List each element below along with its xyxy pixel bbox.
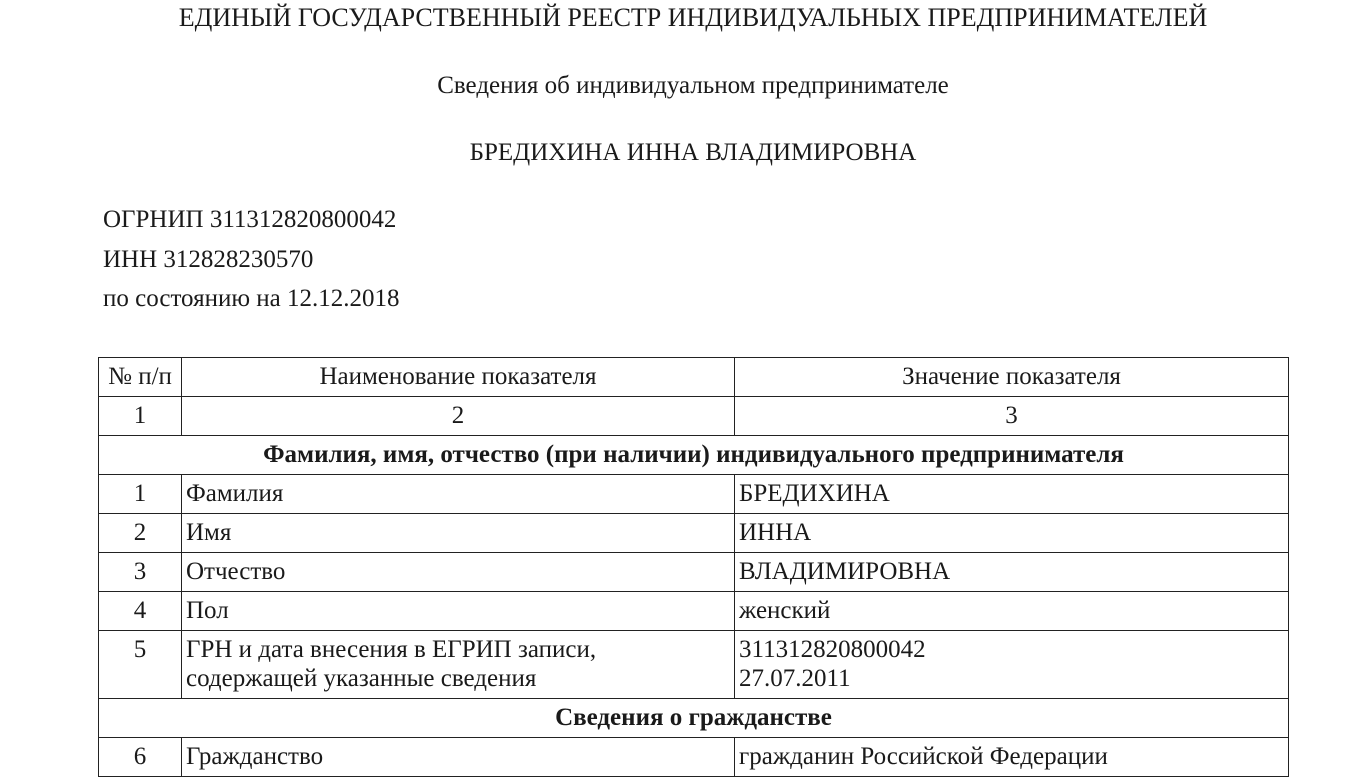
section-title-fio: Фамилия, имя, отчество (при наличии) индивидуального предпринимателя xyxy=(99,436,1289,475)
column-number-2: 2 xyxy=(182,397,735,436)
record-date-value: 27.07.2011 xyxy=(739,665,851,692)
column-number-3: 3 xyxy=(735,397,1289,436)
section-title-citizenship: Сведения о гражданстве xyxy=(99,699,1289,738)
indicator-name: Пол xyxy=(182,592,735,631)
indicator-name-line: содержащей указанные сведения xyxy=(186,665,537,692)
indicator-value: женский xyxy=(735,592,1289,631)
inn-line: ИНН 312828230570 xyxy=(103,246,314,273)
entrepreneur-name: БРЕДИХИНА ИННА ВЛАДИМИРОВНА xyxy=(469,139,917,166)
indicator-name: Фамилия xyxy=(182,475,735,514)
indicator-name: Имя xyxy=(182,514,735,553)
registry-table xyxy=(98,357,1289,777)
column-header-indicator: Наименование показателя xyxy=(182,358,735,397)
as-of-date-line: по состоянию на 12.12.2018 xyxy=(103,285,400,312)
table-row xyxy=(99,475,1289,514)
grn-value: 311312820800042 xyxy=(739,636,926,663)
indicator-value: гражданин Российской Федерации xyxy=(735,738,1289,777)
indicator-name: Гражданство xyxy=(182,738,735,777)
column-header-value: Значение показателя xyxy=(735,358,1289,397)
row-number: 6 xyxy=(99,738,182,777)
table-row xyxy=(99,738,1289,777)
indicator-name xyxy=(182,631,735,699)
table-row xyxy=(99,553,1289,592)
row-number: 4 xyxy=(99,592,182,631)
row-number: 1 xyxy=(99,475,182,514)
indicator-name-line: ГРН и дата внесения в ЕГРИП записи, xyxy=(186,636,597,663)
indicator-value: ВЛАДИМИРОВНА xyxy=(735,553,1289,592)
table-header-row xyxy=(99,358,1289,397)
row-number: 5 xyxy=(99,631,182,699)
registry-title: ЕДИНЫЙ ГОСУДАРСТВЕННЫЙ РЕЕСТР ИНДИВИДУАЛЬНЫХ ПРЕДПРИНИМАТЕЛЕЙ xyxy=(178,3,1208,32)
column-numbers-row xyxy=(99,397,1289,436)
indicator-value: БРЕДИХИНА xyxy=(735,475,1289,514)
document-subtitle: Сведения об индивидуальном предпринимателе xyxy=(437,72,949,99)
indicator-value xyxy=(735,631,1289,699)
indicator-name: Отчество xyxy=(182,553,735,592)
table-row xyxy=(99,592,1289,631)
section-row-citizenship xyxy=(99,699,1289,738)
section-row-fio xyxy=(99,436,1289,475)
table-row xyxy=(99,514,1289,553)
ogrnip-line: ОГРНИП 311312820800042 xyxy=(103,206,397,233)
column-header-number: № п/п xyxy=(99,358,182,397)
indicator-value: ИННА xyxy=(735,514,1289,553)
column-number-1: 1 xyxy=(99,397,182,436)
row-number: 2 xyxy=(99,514,182,553)
table-row xyxy=(99,631,1289,699)
row-number: 3 xyxy=(99,553,182,592)
